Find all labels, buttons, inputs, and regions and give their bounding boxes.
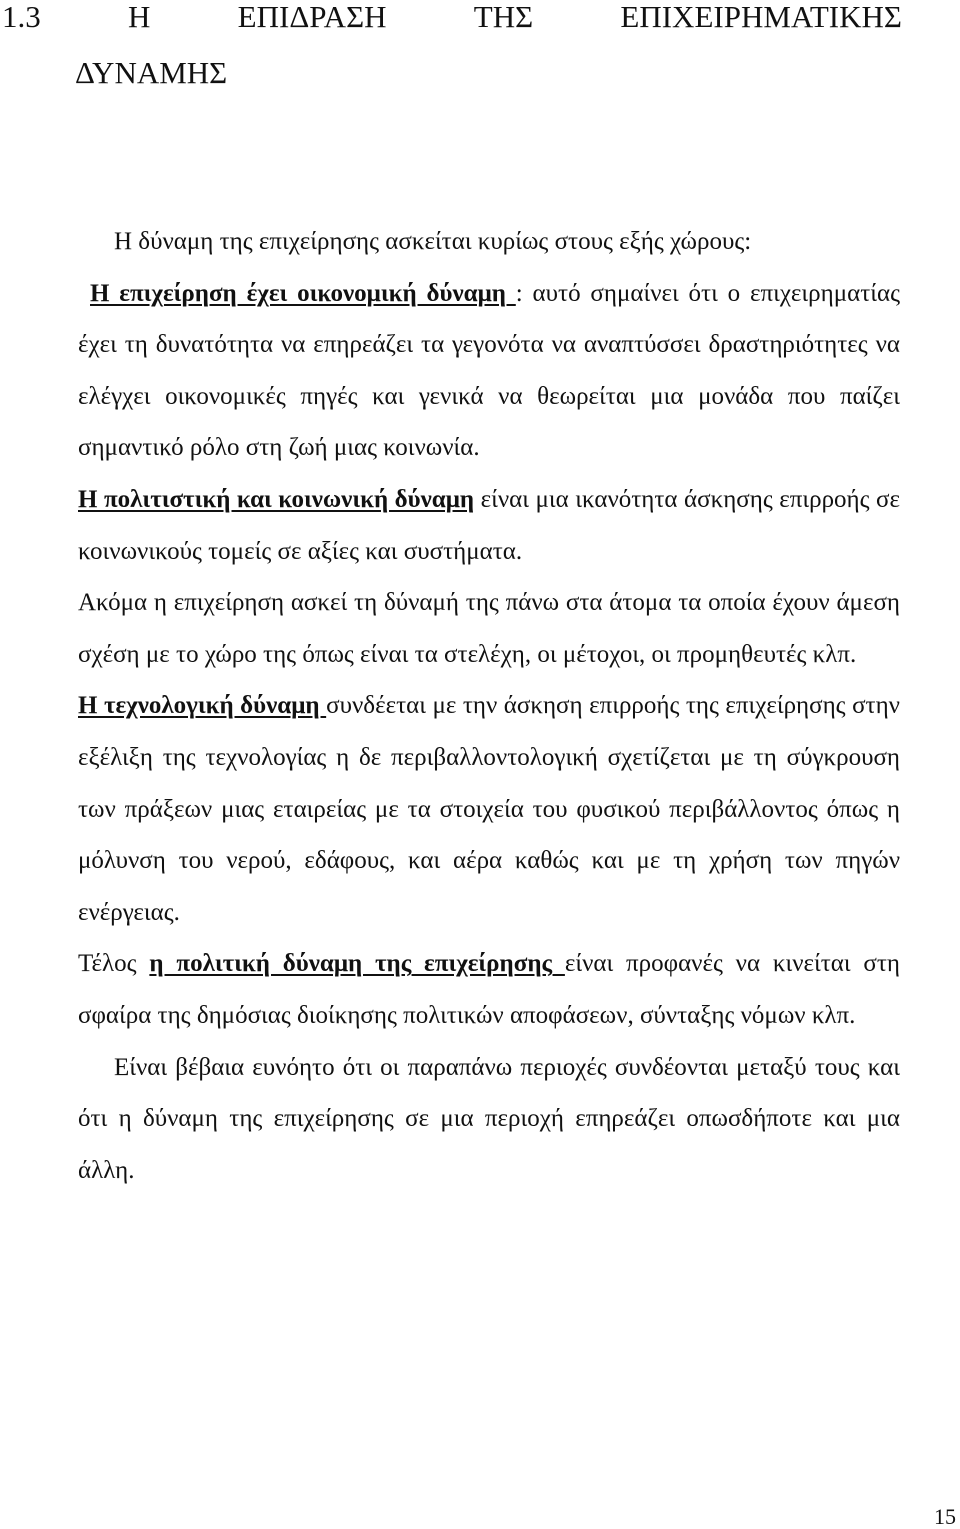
political-power-term: η πολιτική δύναμη της επιχείρησης: [149, 950, 565, 978]
section-title-word: ΤΗΣ: [473, 0, 534, 34]
technological-power-text: συνδέεται με την άσκηση επιρροής της επιχείρησης στην εξέλιξη της τεχνολογίας η δε περιβαλλοντολογική σχετίζεται με τη σύγκρουση των πράξεων μιας εταιρείας με τα στοιχεία του φυσικού περιβάλλοντος όπως η μόλυνση του νερού, εδάφους, και αέρα καθώς και με τη χρήση των πηγών ενέργειας.: [78, 692, 900, 926]
political-power-paragraph: [78, 938, 900, 1041]
cultural-power-text: είναι μια ικανότητα άσκησης επιρροής σε κοινωνικούς τομείς σε αξίες και συστήματα.: [78, 485, 901, 565]
cultural-power-term: Η πολιτιστική και κοινωνική δύναμη: [78, 485, 475, 513]
section-title-word: Η: [128, 0, 151, 34]
intro-paragraph: Η δύναμη της επιχείρησης ασκείται κυρίως στους εξής χώρους:: [114, 228, 752, 255]
economic-power-paragraph: [78, 268, 900, 474]
page-number: 15: [934, 1504, 956, 1529]
section-heading: [2, 0, 902, 90]
section-heading-line1: [2, 0, 902, 34]
section-title-word: ΕΠΙΔΡΑΣΗ: [237, 0, 387, 34]
body-text: [78, 216, 900, 1196]
section-heading-line2: ΔΥΝΑΜΗΣ: [75, 55, 228, 90]
cultural-power-more-paragraph: Ακόμα η επιχείρηση ασκεί τη δύναμή της πάνω στα άτομα τα οποία έχουν άμεση σχέση με το χώρο της όπως είναι τα στελέχη, οι μέτοχοι, οι προμηθευτές κλπ.: [78, 589, 900, 668]
political-power-text: είναι προφανές να κινείται στη σφαίρα της δημόσιας διοίκησης πολιτικών αποφάσεων, σύνταξης νόμων κλπ.: [78, 950, 900, 1029]
political-power-lead: Τέλος: [78, 950, 150, 978]
section-title-word: ΕΠΙΧΕΙΡΗΜΑΤΙΚΗΣ: [620, 0, 902, 34]
technological-power-paragraph: [78, 680, 900, 938]
technological-power-term: Η τεχνολογική δύναμη: [78, 692, 327, 720]
closing-paragraph: Είναι βέβαια ευνόητο ότι οι παραπάνω περιοχές συνδέονται μεταξύ τους και ότι η δύναμη της επιχείρησης σε μια περιοχή επηρεάζει οπωσδήποτε και μια άλλη.: [78, 1053, 900, 1184]
economic-power-term: Η επιχείρηση έχει οικονομική δύναμη: [90, 279, 516, 307]
section-number: 1.3: [2, 0, 41, 34]
economic-power-text: : αυτό σημαίνει ότι ο επιχειρηματίας έχει τη δυνατότητα να επηρεάζει τα γεγονότα να αναπτύσσει δραστηριότητες να ελέγχει οικονομικές πηγές και γενικά να θεωρείται μια μονάδα που παίζει σημαντικό ρόλο στη ζωή μιας κοινωνία.: [78, 279, 900, 462]
cultural-power-paragraph: [78, 474, 900, 577]
